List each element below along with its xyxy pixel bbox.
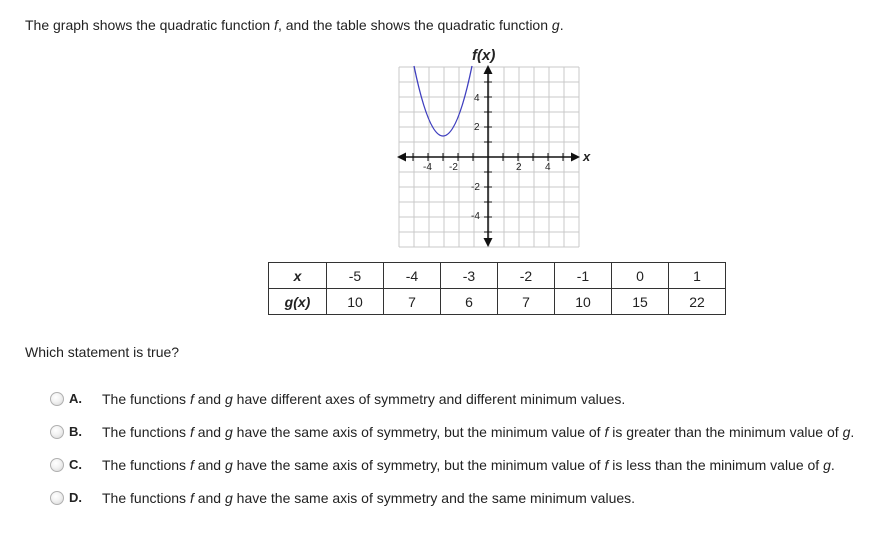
option-letter: B. [69, 424, 82, 439]
radio-button-b[interactable] [50, 425, 64, 439]
table-cell: -5 [327, 263, 384, 289]
option-letter: A. [69, 391, 82, 406]
table-cell: 10 [327, 289, 384, 315]
option-text[interactable]: The functions f and g have the same axis of symmetry, but the minimum value of f is less than the minimum value of g. [102, 457, 835, 473]
table-header-gx [269, 289, 327, 315]
table-cell: 1 [669, 263, 726, 289]
y-axis-top-arrow [484, 65, 493, 74]
question-text: Which statement is true? [25, 344, 180, 360]
graph-f [393, 44, 598, 254]
table-cell: 7 [384, 289, 441, 315]
radio-button-c[interactable] [50, 458, 64, 472]
intro-part-1: The graph shows the quadratic function [25, 17, 275, 33]
table-cell: 10 [555, 289, 612, 315]
g-table [268, 262, 726, 315]
option-letter: C. [69, 457, 82, 472]
intro-g: g [551, 17, 560, 33]
header-text: x [293, 267, 302, 284]
intro-part-3: . [559, 17, 564, 33]
x-tick-label: -4 [423, 162, 432, 173]
x-axis-label: x [583, 149, 591, 164]
y-tick-label: 4 [474, 93, 480, 104]
option-text[interactable]: The functions f and g have different axes of symmetry and different minimum values. [102, 391, 626, 407]
parabola-curve [414, 66, 472, 136]
table-cell: -3 [441, 263, 498, 289]
x-tick-label: -2 [449, 162, 458, 173]
intro-text [25, 17, 564, 33]
table-cell: 0 [612, 263, 669, 289]
table-cell: 22 [669, 289, 726, 315]
radio-button-a[interactable] [50, 392, 64, 406]
header-text: g(x) [284, 293, 311, 310]
table-row [269, 289, 726, 315]
graph-title: f(x) [472, 47, 496, 64]
x-tick-label: 4 [545, 162, 551, 173]
option-text[interactable]: The functions f and g have the same axis of symmetry and the same minimum values. [102, 490, 636, 506]
y-tick-label: -4 [471, 211, 480, 222]
table-cell: 7 [498, 289, 555, 315]
table-header-x [269, 263, 327, 289]
table-cell: 6 [441, 289, 498, 315]
y-tick-label: -2 [471, 182, 480, 193]
y-axis-bottom-arrow [484, 238, 493, 247]
table-cell: -4 [384, 263, 441, 289]
table-cell: -1 [555, 263, 612, 289]
x-axis-left-arrow [397, 153, 406, 162]
table-row [269, 263, 726, 289]
radio-button-d[interactable] [50, 491, 64, 505]
option-text[interactable]: The functions f and g have the same axis of symmetry, but the minimum value of f is greater than the minimum value of g. [102, 424, 855, 440]
table-cell: -2 [498, 263, 555, 289]
y-tick-label: 2 [474, 122, 480, 133]
intro-part-2: , and the table shows the quadratic function [277, 17, 552, 33]
intro-f: f [274, 17, 278, 33]
x-tick-label: 2 [516, 162, 522, 173]
option-letter: D. [69, 490, 82, 505]
table-cell: 15 [612, 289, 669, 315]
